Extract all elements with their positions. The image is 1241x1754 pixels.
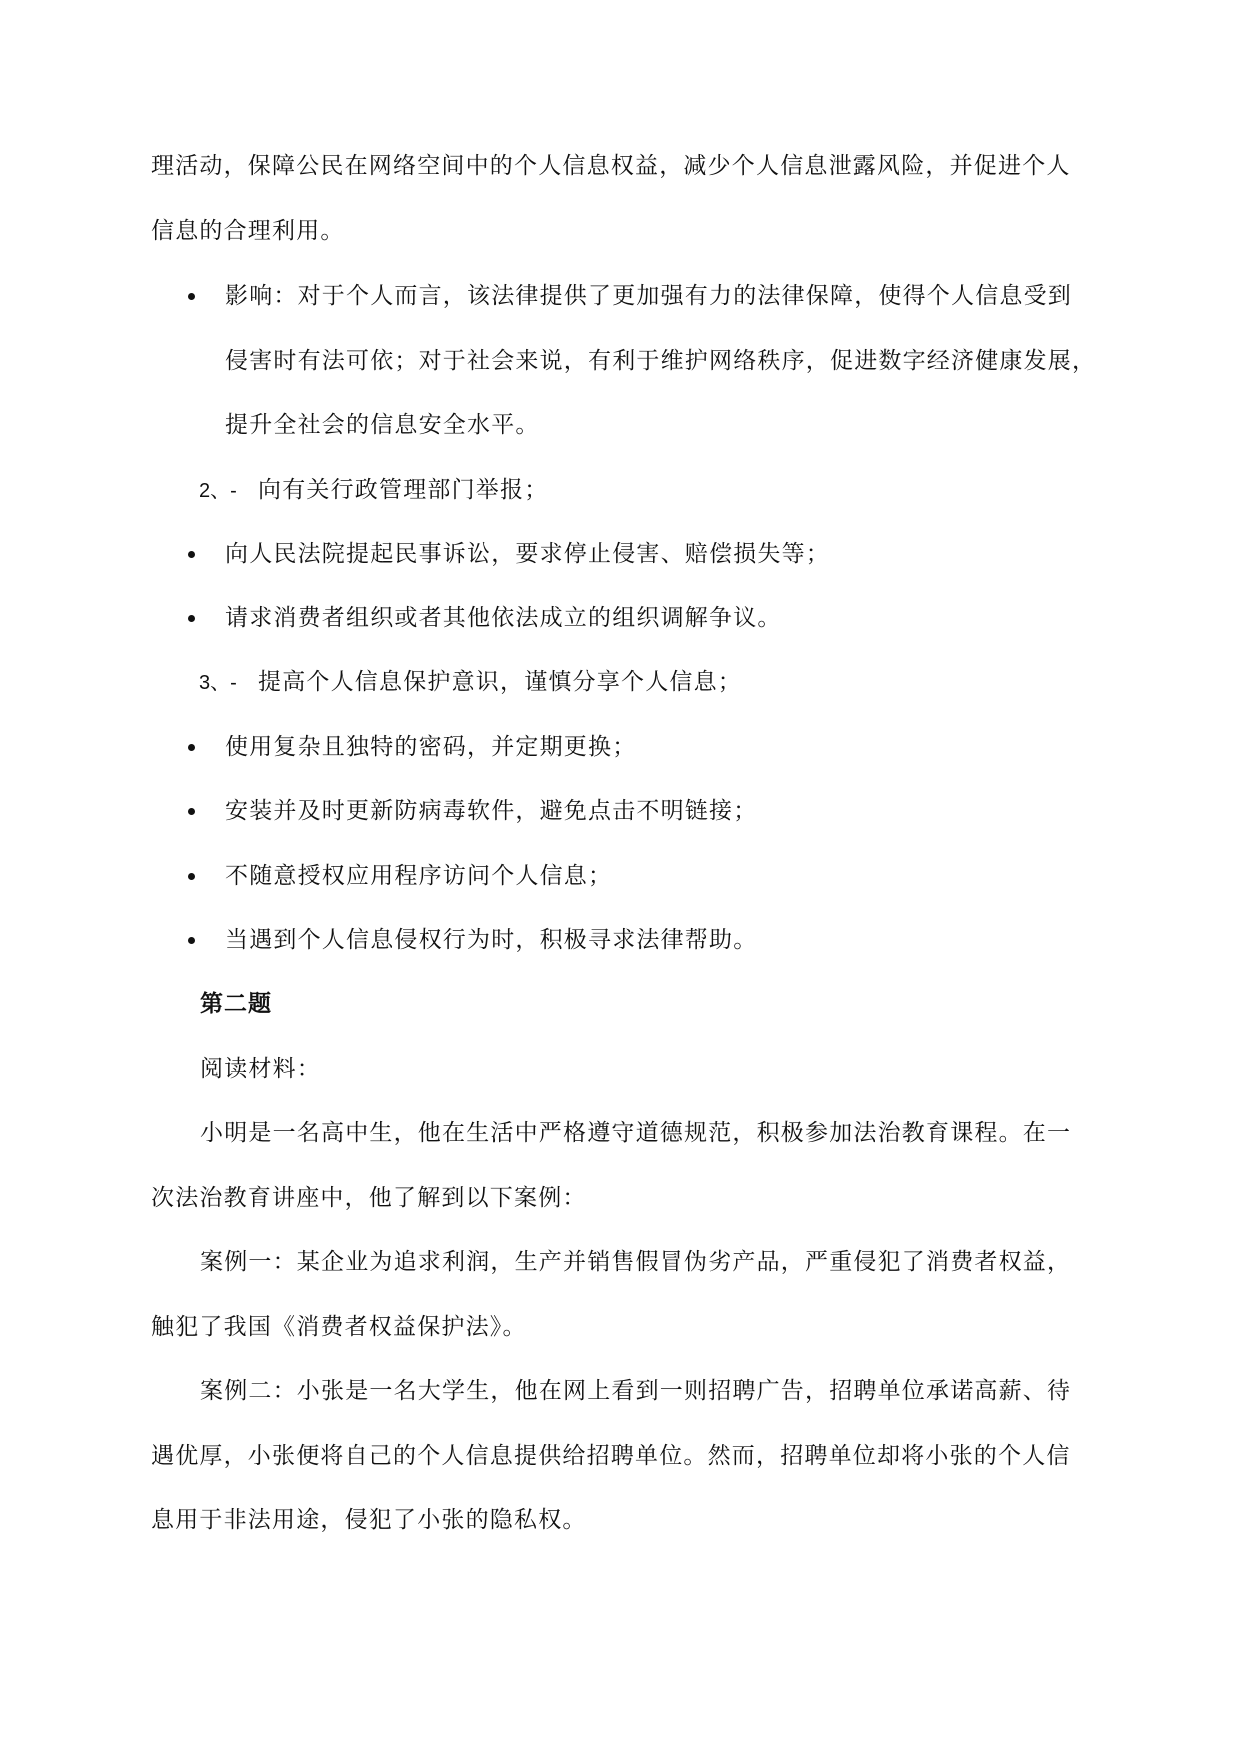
list-item: 使用复杂且独特的密码，并定期更换； xyxy=(225,734,637,760)
paragraph-line: 信息的合理利用。 xyxy=(151,218,345,244)
paragraph-line: 案例二：小张是一名大学生，他在网上看到一则招聘广告，招聘单位承诺高薪、待 xyxy=(200,1378,1072,1404)
list-number: 3、- xyxy=(199,672,237,694)
list-number: 2、- xyxy=(199,480,237,502)
bullet-dot xyxy=(188,808,195,815)
paragraph-line: 遇优厚，小张便将自己的个人信息提供给招聘单位。然而，招聘单位却将小张的个人信 xyxy=(151,1443,1071,1469)
list-item: 向有关行政管理部门举报； xyxy=(258,477,549,503)
paragraph-line: 阅读材料： xyxy=(200,1056,321,1082)
bullet-dot xyxy=(188,873,195,880)
bullet-dot xyxy=(188,615,195,622)
bullet-dot xyxy=(188,293,195,300)
impact-line: 侵害时有法可依；对于社会来说，有利于维护网络秩序，促进数字经济健康发展， xyxy=(225,348,1097,374)
paragraph-line: 触犯了我国《消费者权益保护法》。 xyxy=(151,1314,527,1340)
list-item: 向人民法院提起民事诉讼，要求停止侵害、赔偿损失等； xyxy=(225,541,830,567)
list-item: 安装并及时更新防病毒软件，避免点击不明链接； xyxy=(225,798,758,824)
impact-line: 提升全社会的信息安全水平。 xyxy=(225,412,540,438)
paragraph-line: 案例一：某企业为追求利润，生产并销售假冒伪劣产品，严重侵犯了消费者权益， xyxy=(200,1249,1072,1275)
bullet-dot xyxy=(188,551,195,558)
list-item: 提高个人信息保护意识，谨慎分享个人信息； xyxy=(258,669,742,695)
paragraph-line: 理活动，保障公民在网络空间中的个人信息权益，减少个人信息泄露风险，并促进个人 xyxy=(151,153,1071,179)
section-heading: 第二题 xyxy=(200,990,272,1017)
list-item: 请求消费者组织或者其他依法成立的组织调解争议。 xyxy=(225,605,782,631)
impact-line: 影响：对于个人而言，该法律提供了更加强有力的法律保障，使得个人信息受到 xyxy=(225,283,1072,309)
paragraph-line: 次法治教育讲座中，他了解到以下案例： xyxy=(151,1185,587,1211)
paragraph-line: 小明是一名高中生，他在生活中严格遵守道德规范，积极参加法治教育课程。在一 xyxy=(200,1120,1072,1146)
list-item: 当遇到个人信息侵权行为时，积极寻求法律帮助。 xyxy=(225,927,758,953)
bullet-dot xyxy=(188,937,195,944)
list-item: 不随意授权应用程序访问个人信息； xyxy=(225,863,613,889)
bullet-dot xyxy=(188,744,195,751)
paragraph-line: 息用于非法用途，侵犯了小张的隐私权。 xyxy=(151,1507,587,1533)
